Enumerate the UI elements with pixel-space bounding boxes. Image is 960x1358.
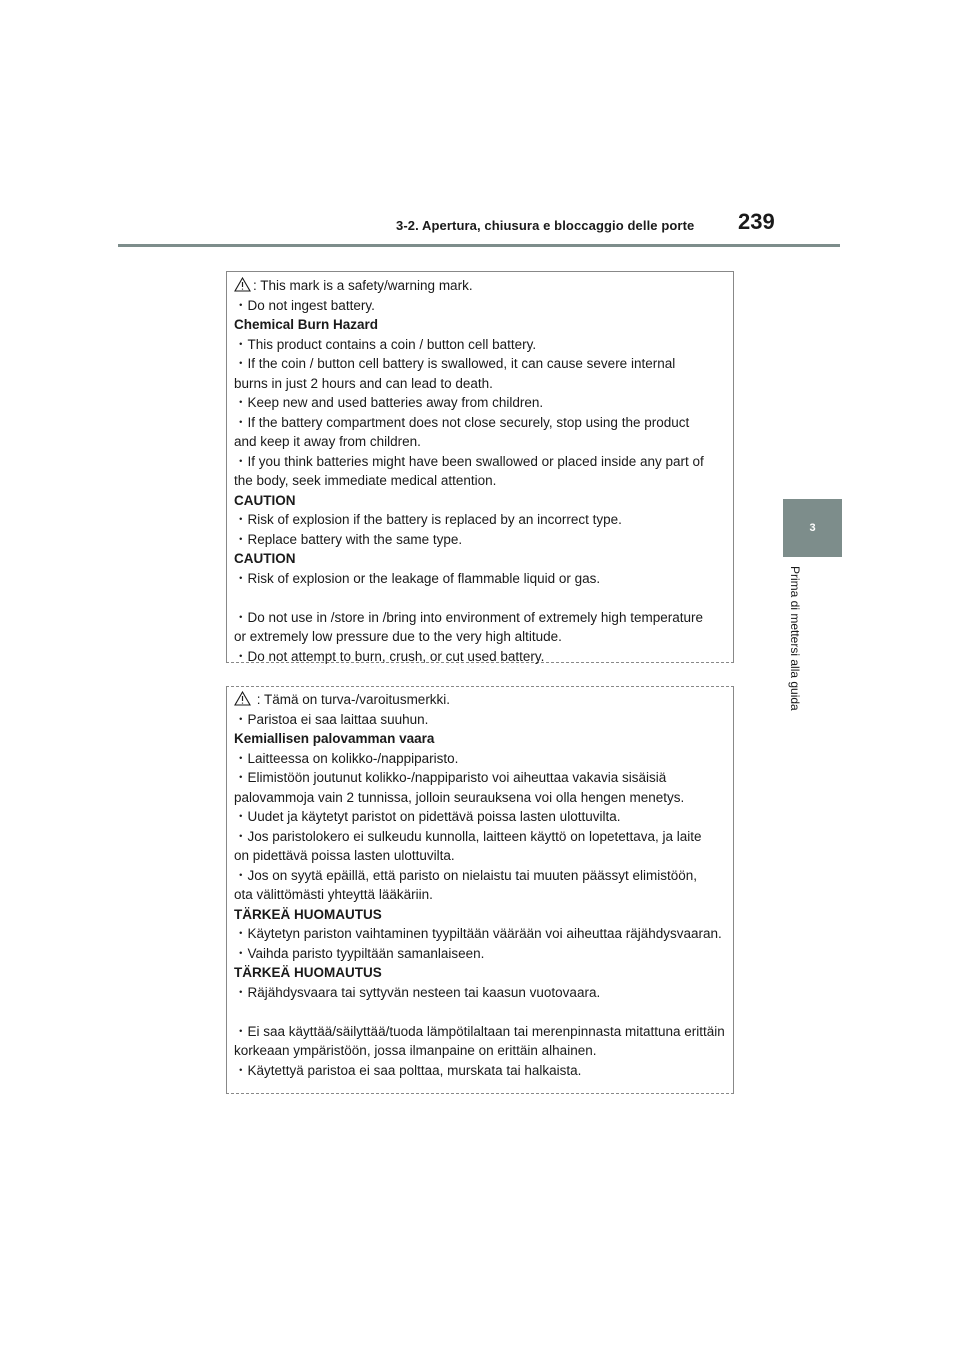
blank-line: [234, 588, 704, 608]
text-line: ・Do not ingest battery.: [234, 297, 375, 313]
text-line: ・Laitteessa on kolikko-/nappiparisto.: [234, 750, 459, 766]
text-line: the body, seek immediate medical attention.: [234, 473, 497, 488]
chapter-tab[interactable]: [783, 499, 842, 557]
text-line: ・If the coin / button cell battery is swallowed, it can cause severe internal: [234, 356, 676, 371]
text-line: ・Risk of explosion or the leakage of flammable liquid or gas.: [234, 570, 601, 586]
text-line: [234, 276, 704, 296]
section-heading: Kemiallisen palovamman vaara: [234, 731, 435, 746]
text-line: ・Käytetyn pariston vaihtaminen tyypiltään väärään voi aiheuttaa räjähdysvaaran.: [234, 926, 722, 941]
warning-mark-text: : This mark is a safety/warning mark.: [253, 278, 473, 293]
section-heading: Chemical Burn Hazard: [234, 317, 379, 332]
text-line: ・Ei saa käyttää/säilyttää/tuoda lämpötilaltaan tai merenpinnasta mitattuna erittäin: [234, 1023, 725, 1039]
header-rule: [118, 244, 840, 247]
warning-triangle-icon: [234, 277, 251, 298]
text-line: ・Jos on syytä epäillä, että paristo on nielaistu tai muuten päässyt elimistöön,: [234, 867, 697, 883]
text-line: burns in just 2 hours and can lead to death.: [234, 375, 493, 391]
text-line: ・Do not use in /store in /bring into environment of extremely high temperature: [234, 609, 703, 625]
chapter-number: 3: [809, 522, 816, 534]
text-line: ・Do not attempt to burn, crush, or cut used battery.: [234, 648, 545, 664]
text-line: palovammoja vain 2 tunnissa, jolloin seurauksena voi olla hengen menetys.: [234, 789, 685, 805]
english-warning-lines: [234, 276, 704, 666]
text-line: ・Replace battery with the same type.: [234, 531, 463, 547]
section-heading: CAUTION: [234, 492, 296, 508]
text-line: [234, 690, 725, 710]
blank-line: [234, 1002, 725, 1022]
chapter-side-label: Prima di mettersi alla guida: [788, 566, 802, 711]
text-line: ・Käytettyä paristoa ei saa polttaa, murskata tai halkaista.: [234, 1062, 582, 1078]
text-line: ota välittömästi yhteyttä lääkäriin.: [234, 887, 433, 902]
text-line: ・Paristoa ei saa laittaa suuhun.: [234, 711, 429, 727]
text-line: ・Vaihda paristo tyypiltään samanlaiseen.: [234, 945, 485, 961]
text-line: ・If you think batteries might have been swallowed or placed inside any part of: [234, 453, 704, 469]
text-line: ・Jos paristolokero ei sulkeudu kunnolla, laitteen käyttö on lopetettava, ja laite: [234, 828, 702, 844]
text-line: and keep it away from children.: [234, 434, 421, 449]
section-heading: TÄRKEÄ HUOMAUTUS: [234, 965, 382, 980]
text-line: or extremely low pressure due to the very high altitude.: [234, 629, 562, 644]
warning-mark-text: : Tämä on turva-/varoitusmerkki.: [253, 692, 451, 707]
text-line: ・Uudet ja käytetyt paristot on pidettävä poissa lasten ulottuvilta.: [234, 809, 621, 824]
text-line: ・Elimistöön joutunut kolikko-/nappiparisto voi aiheuttaa vakavia sisäisiä: [234, 770, 667, 785]
text-line: ・Räjähdysvaara tai syttyvän nesteen tai kaasun vuotovaara.: [234, 984, 601, 1000]
warning-triangle-icon: [234, 691, 251, 712]
page-number: 239: [738, 209, 775, 234]
text-line: korkeaan ympäristöön, jossa ilmanpaine on erittäin alhainen.: [234, 1043, 597, 1058]
text-line: ・If the battery compartment does not close securely, stop using the product: [234, 414, 690, 430]
text-line: on pidettävä poissa lasten ulottuvilta.: [234, 848, 455, 863]
section-heading: TÄRKEÄ HUOMAUTUS: [234, 906, 382, 922]
section-title: 3-2. Apertura, chiusura e bloccaggio delle porte: [396, 218, 695, 233]
text-line: ・This product contains a coin / button cell battery.: [234, 336, 537, 352]
text-line: ・Risk of explosion if the battery is replaced by an incorrect type.: [234, 512, 622, 527]
finnish-warning-lines: [234, 690, 725, 1080]
section-heading: CAUTION: [234, 551, 296, 566]
text-line: ・Keep new and used batteries away from children.: [234, 395, 544, 410]
